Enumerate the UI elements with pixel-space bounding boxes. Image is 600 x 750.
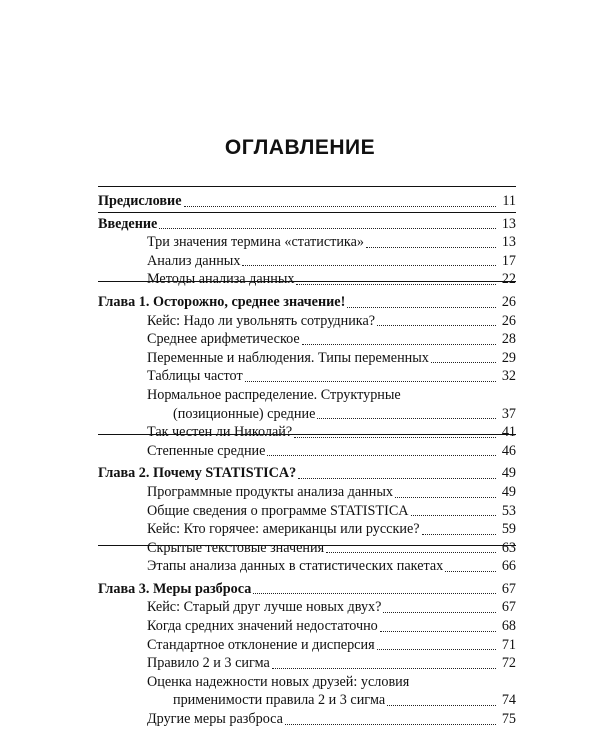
dot-leader xyxy=(431,362,496,363)
toc-entry xyxy=(98,312,516,331)
entry-title: Глава 2. Почему STATISTICA? xyxy=(98,465,297,482)
dot-leader xyxy=(294,437,496,438)
entry-title: Общие сведения о программе STATISTICA xyxy=(147,502,409,519)
entry-page: 46 xyxy=(501,442,516,459)
entry-page: 68 xyxy=(501,618,516,635)
entry-title: Правило 2 и 3 сигма xyxy=(147,655,270,672)
entry-page: 37 xyxy=(501,405,516,422)
dot-leader xyxy=(326,552,496,553)
dot-leader xyxy=(267,455,496,456)
entry-title-line2: (позиционные) средние xyxy=(173,405,316,422)
entry-title: Другие меры разброса xyxy=(147,711,283,728)
page-title: ОГЛАВЛЕНИЕ xyxy=(224,136,376,159)
entry-page: 72 xyxy=(501,655,516,672)
entry-page: 22 xyxy=(501,271,516,288)
entry-title: Скрытые текстовые значения xyxy=(147,539,325,556)
dot-leader xyxy=(317,418,496,419)
entry-title: Глава 3. Меры разброса xyxy=(98,580,252,597)
toc-entry xyxy=(98,270,516,289)
toc-entry xyxy=(98,215,516,234)
entry-page: 41 xyxy=(501,424,516,441)
toc-entry xyxy=(98,252,516,271)
entry-title-line1: Оценка надежности новых друзей: условия xyxy=(147,673,410,690)
toc-entry xyxy=(98,293,516,312)
entry-page: 67 xyxy=(501,580,516,597)
entry-page: 75 xyxy=(501,711,516,728)
toc-entry xyxy=(98,673,516,710)
entry-page: 32 xyxy=(501,368,516,385)
dot-leader xyxy=(285,724,496,725)
dot-leader xyxy=(253,593,496,594)
entry-title: Анализ данных xyxy=(147,252,241,269)
entry-page: 74 xyxy=(501,692,516,709)
entry-title: Кейс: Старый друг лучше новых двух? xyxy=(147,599,382,616)
toc-entry xyxy=(98,192,516,211)
dot-leader xyxy=(377,649,496,650)
entry-page: 13 xyxy=(501,215,516,232)
entry-page: 17 xyxy=(501,252,516,269)
entry-title: Так честен ли Николай? xyxy=(147,424,293,441)
entry-page: 66 xyxy=(501,558,516,575)
toc-entry xyxy=(98,483,516,502)
dot-leader xyxy=(380,631,496,632)
entry-page: 26 xyxy=(501,293,516,310)
toc-entry xyxy=(98,710,516,729)
dot-leader xyxy=(411,515,496,516)
entry-title: Степенные средние xyxy=(147,442,266,459)
entry-page: 49 xyxy=(501,465,516,482)
toc-entry xyxy=(98,617,516,636)
dot-leader xyxy=(242,265,496,266)
dot-leader xyxy=(445,571,496,572)
entry-page: 11 xyxy=(502,193,516,209)
toc-entry xyxy=(98,520,516,539)
top-rule xyxy=(98,186,516,187)
entry-title: Кейс: Надо ли увольнять сотрудника? xyxy=(147,312,376,329)
toc-entry xyxy=(98,636,516,655)
entry-title: Среднее арифметическое xyxy=(147,331,300,348)
toc-entry xyxy=(98,330,516,349)
entry-page: 29 xyxy=(501,349,516,366)
entry-title: Этапы анализа данных в статистических пакетах xyxy=(147,558,444,575)
toc-entry xyxy=(98,367,516,386)
toc-entry xyxy=(98,423,516,442)
entry-page: 26 xyxy=(501,312,516,329)
dot-leader xyxy=(298,478,496,479)
entry-page: 13 xyxy=(501,234,516,251)
entry-page: 49 xyxy=(501,483,516,500)
toc-entry xyxy=(98,442,516,461)
entry-title-line2: применимости правила 2 и 3 сигма xyxy=(173,692,386,709)
dot-leader xyxy=(184,206,496,207)
dot-leader xyxy=(387,705,496,706)
entry-title: Введение xyxy=(98,215,158,232)
dot-leader xyxy=(159,228,496,229)
entry-title: Методы анализа данных xyxy=(147,271,295,288)
entry-title: Предисловие xyxy=(98,193,182,209)
entry-page: 67 xyxy=(501,599,516,616)
entry-title: Программные продукты анализа данных xyxy=(147,483,393,500)
entry-page: 59 xyxy=(501,521,516,538)
toc-entry xyxy=(98,557,516,576)
toc-entry xyxy=(98,580,516,599)
toc-entry xyxy=(98,349,516,368)
toc-entry xyxy=(98,233,516,252)
entry-title: Кейс: Кто горячее: американцы или русские? xyxy=(147,521,420,538)
entry-title-line1: Нормальное распределение. Структурные xyxy=(147,386,401,403)
entry-title: Таблицы частот xyxy=(147,368,243,385)
dot-leader xyxy=(422,534,496,535)
dot-leader xyxy=(383,612,496,613)
entry-title: Когда средних значений недостаточно xyxy=(147,618,378,635)
dot-leader xyxy=(395,497,496,498)
entry-title: Переменные и наблюдения. Типы переменных xyxy=(147,349,429,366)
entry-page: 63 xyxy=(501,539,516,556)
toc-entry xyxy=(98,386,516,423)
dot-leader xyxy=(296,284,496,285)
entry-page: 71 xyxy=(501,636,516,653)
dot-leader xyxy=(272,668,496,669)
dot-leader xyxy=(245,381,496,382)
toc-entry xyxy=(98,654,516,673)
entry-title: Стандартное отклонение и дисперсия xyxy=(147,636,375,653)
dot-leader xyxy=(347,307,496,308)
dot-leader xyxy=(377,325,496,326)
dot-leader xyxy=(366,247,496,248)
toc-entry xyxy=(98,502,516,521)
dot-leader xyxy=(302,344,496,345)
entry-title: Три значения термина «статистика» xyxy=(147,234,365,251)
toc-entry xyxy=(98,539,516,558)
entry-page: 53 xyxy=(501,502,516,519)
entry-title: Глава 1. Осторожно, среднее значение! xyxy=(98,293,346,310)
toc-entry xyxy=(98,598,516,617)
toc-entry xyxy=(98,464,516,483)
entry-page: 28 xyxy=(501,331,516,348)
table-of-contents xyxy=(98,192,516,729)
